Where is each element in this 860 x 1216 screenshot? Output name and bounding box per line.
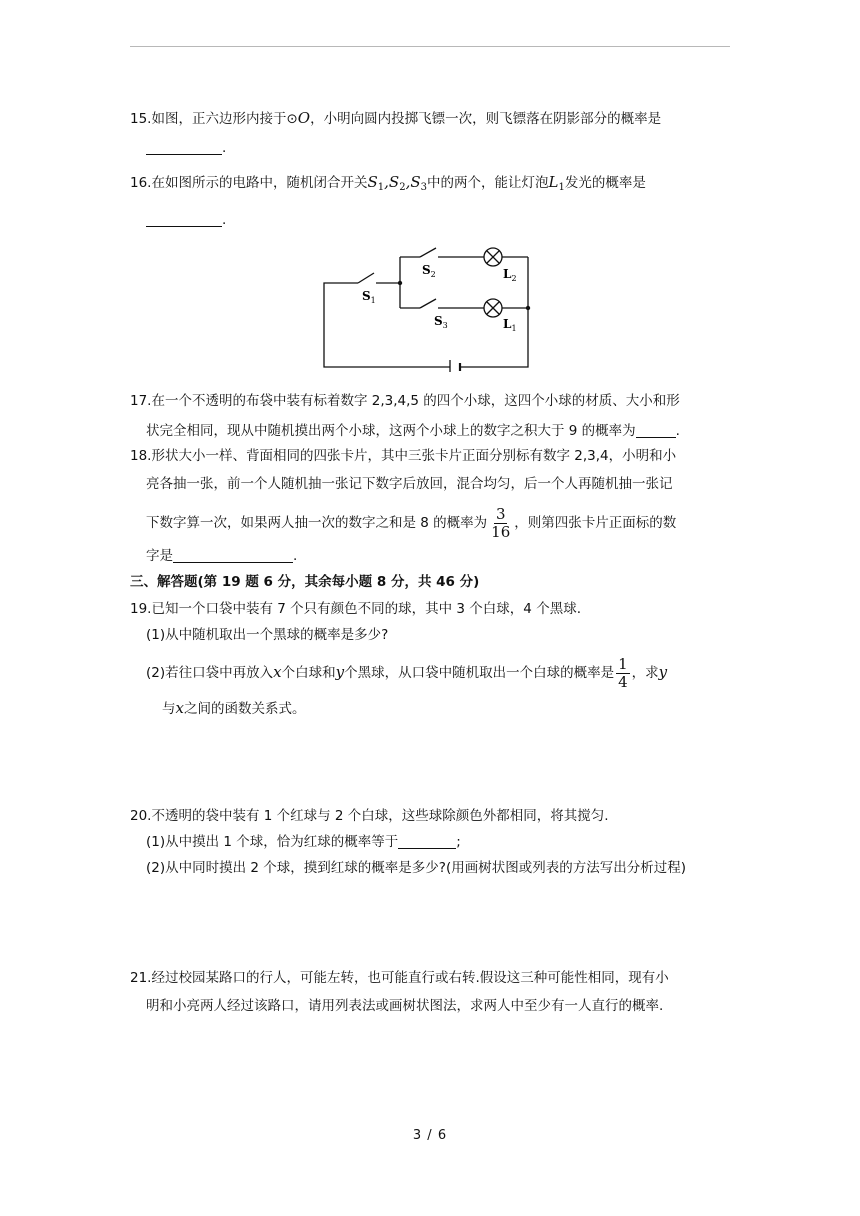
answer-blank	[146, 141, 222, 155]
fraction-3-16: $\frac{3}{16}$	[491, 504, 511, 541]
q21-line1: 21.经过校园某路口的行人，可能左转，也可能直行或右转.假设这三种可能性相同，现有小	[130, 970, 669, 986]
q18-line2: 亮各抽一张，前一个人随机抽一张记下数字后放回，混合均匀，后一个人再随机抽一张记	[146, 476, 673, 492]
q19-part1: (1)从中随机取出一个黑球的概率是多少?	[146, 627, 389, 643]
section-3-heading: 三、解答题(第 19 题 6 分，其余每小题 8 分，共 46 分)	[130, 574, 480, 590]
wire-left	[324, 283, 450, 367]
q18-line1: 18.形状大小一样、背面相同的四张卡片，其中三张卡片正面分别标有数字 2,3,4，小明和小	[130, 448, 677, 464]
page-number: 3 / 6	[412, 1128, 448, 1143]
answer-blank	[636, 424, 676, 438]
fraction-1-4: $\frac{1}{4}$	[618, 654, 628, 691]
q19-part2-line1: (2)若往口袋中再放入x个白球和y个黑球，从口袋中随机取出一个白球的概率是 $\frac{1}{4}$ ，求y	[146, 654, 668, 691]
q20-stem: 20.不透明的袋中装有 1 个红球与 2 个白球，这些球除颜色外都相同，将其搅匀.	[130, 808, 609, 824]
q17-line1: 17.在一个不透明的布袋中装有标着数字 2,3,4,5 的四个小球，这四个小球的材质、大小和形	[130, 393, 680, 409]
q17-line2: 状完全相同，现从中随机摸出两个小球，这两个小球上的数字之积大于 9 的概率为 .	[146, 423, 680, 439]
q20-part2: (2)从中同时摸出 2 个球，摸到红球的概率是多少?(用画树状图或列表的方法写出分析过程)	[146, 860, 686, 876]
q19-part2-line2: 与x之间的函数关系式。	[162, 699, 306, 717]
label-s1: $S_1$	[362, 289, 376, 305]
q20-part1: (1)从中摸出 1 个球，恰为红球的概率等于 ;	[146, 834, 461, 850]
label-l2: $L_2$	[503, 267, 517, 283]
circuit-diagram	[316, 240, 540, 372]
answer-blank	[173, 549, 293, 563]
label-s3: $S_3$	[434, 314, 448, 330]
switch-s1	[358, 273, 374, 283]
header-rule	[130, 46, 730, 47]
q16-line1: 16.在如图所示的电路中，随机闭合开关$S_1,S_2,S_3$中的两个，能让灯泡$L_1$发光的概率是	[130, 173, 646, 193]
answer-blank	[398, 835, 456, 849]
junction-dot	[398, 281, 402, 285]
q18-line3: 下数字算一次，如果两人抽一次的数字之和是 8 的概率为 $\frac{3}{16}$ ，则第四张卡片正面标的数	[146, 504, 677, 541]
switch-s2	[420, 248, 436, 257]
q16-line2: .	[146, 210, 226, 230]
q15-line2: .	[146, 138, 226, 158]
q15-line1: 15.如图，正六边形内接于⊙O，小明向圆内投掷飞镖一次，则飞镖落在阴影部分的概率是	[130, 109, 662, 127]
q18-line4: 字是 .	[146, 548, 298, 564]
label-s2: $S_2$	[422, 263, 436, 279]
junction-dot	[526, 306, 530, 310]
switch-s3	[420, 299, 436, 308]
q21-line2: 明和小亮两人经过该路口，请用列表法或画树状图法，求两人中至少有一人直行的概率.	[146, 998, 664, 1014]
answer-blank	[146, 213, 222, 227]
label-l1: $L_1$	[503, 317, 517, 333]
q19-stem: 19.已知一个口袋中装有 7 个只有颜色不同的球，其中 3 个白球，4 个黑球.	[130, 601, 581, 617]
